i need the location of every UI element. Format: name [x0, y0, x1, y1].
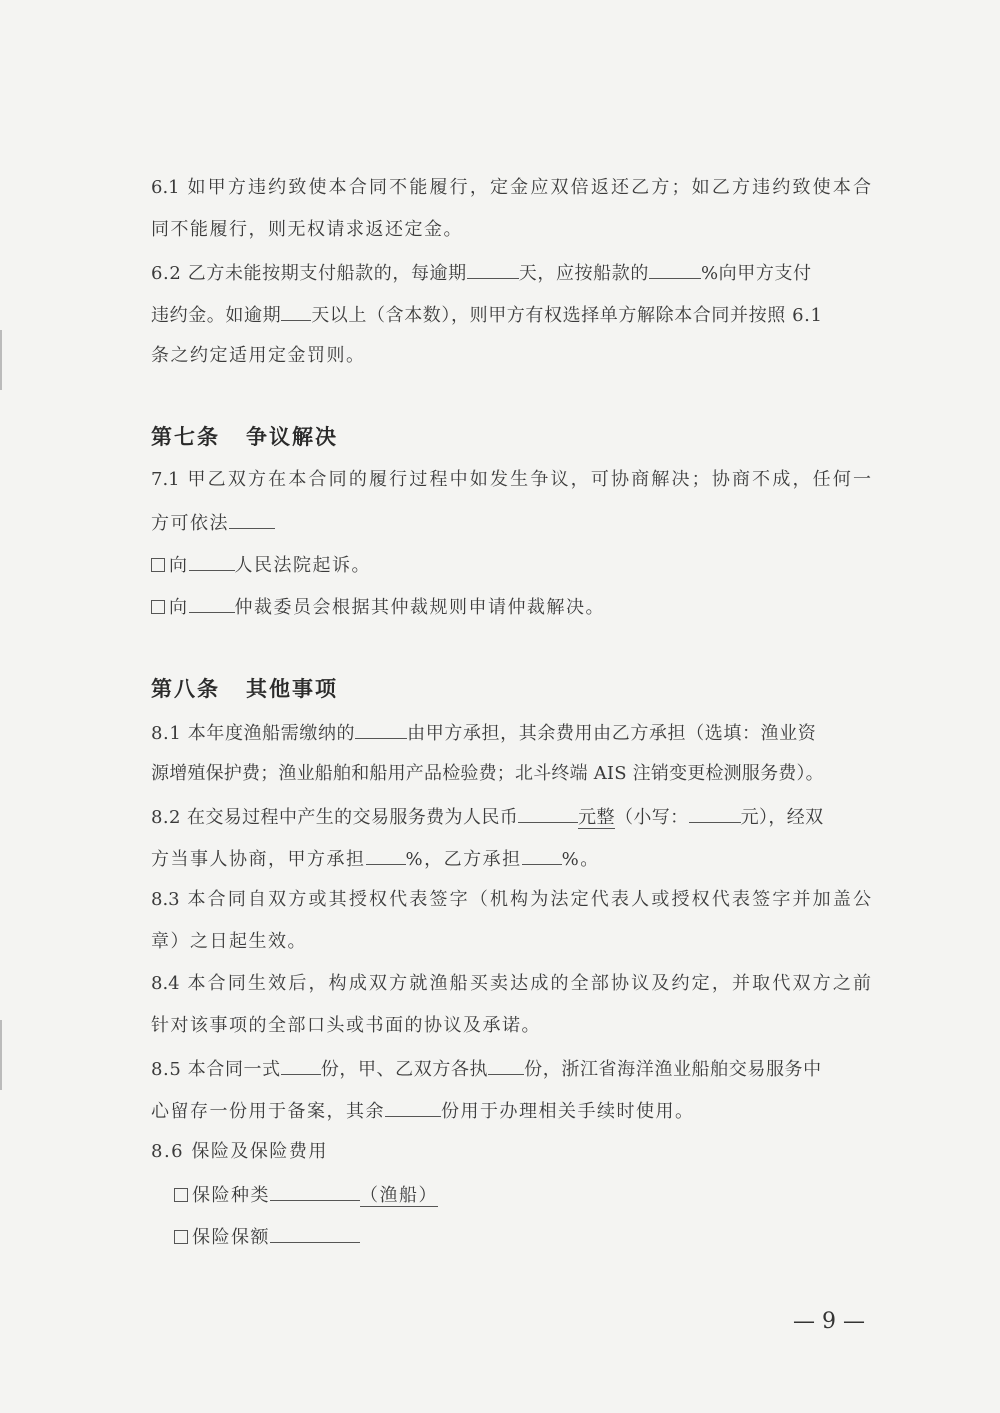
article-7-title: 争议解决 — [246, 424, 338, 449]
clause-7-1-line-1: 7.1 甲乙双方在本合同的履行过程中如发生争议，可协商解决；协商不成，任何一 — [151, 469, 871, 490]
clause-8-1-line-1 — [151, 720, 871, 746]
clause-6-1-line-2: 同不能履行，则无权请求返还定金。 — [151, 219, 463, 240]
clause-8-3-line-2: 章）之日起生效。 — [151, 931, 307, 952]
clause-6-2-line-2 — [151, 302, 871, 328]
party-b-share-blank[interactable] — [522, 846, 562, 865]
clause-8-5-text-c: 份，浙江省海洋渔业船舶交易服务中 — [524, 1059, 822, 1080]
copies-each-blank[interactable] — [488, 1056, 524, 1075]
scan-edge-mark — [0, 1020, 2, 1090]
clause-7-1-text: 方可依法 — [151, 513, 229, 534]
article-7-number: 第七条 — [151, 424, 220, 449]
court-name-blank[interactable] — [189, 552, 235, 571]
clause-6-2-text-a: 6.2 乙方未能按期支付船款的，每逾期 — [151, 263, 467, 284]
clause-6-2-line-1 — [151, 260, 871, 286]
insurance-amount-checkbox[interactable] — [174, 1230, 188, 1244]
service-fee-capital-blank[interactable] — [518, 804, 578, 823]
clause-8-5-text-b: 份，甲、乙双方各执 — [320, 1059, 489, 1080]
clause-6-2-text-b: 天，应按船款的 — [518, 263, 649, 284]
clause-8-3-line-1: 8.3 本合同自双方或其授权代表签字（机构为法定代表人或授权代表签字并加盖公 — [151, 889, 871, 910]
article-8-number: 第八条 — [151, 676, 220, 701]
clause-8-1-text-a: 8.1 本年度渔船需缴纳的 — [151, 723, 356, 744]
clause-6-2-text-d: 违约金。如逾期 — [151, 305, 282, 326]
clause-8-4-line-1: 8.4 本合同生效后，构成双方就渔船买卖达成的全部协议及约定，并取代双方之前 — [151, 973, 871, 994]
article-8-heading — [151, 676, 338, 702]
overdue-days-blank[interactable] — [467, 260, 519, 279]
party-a-share-blank[interactable] — [366, 846, 406, 865]
clause-8-1-line-2: 源增殖保护费；渔业船舶和船用产品检验费；北斗终端 AIS 注销变更检测服务费）。 — [151, 763, 824, 784]
scan-edge-mark — [0, 330, 2, 390]
clause-8-5-line-1 — [151, 1056, 871, 1082]
penalty-percent-blank[interactable] — [649, 260, 701, 279]
clause-8-2-line-2 — [151, 846, 871, 872]
overdue-limit-days-blank[interactable] — [281, 302, 311, 321]
insurance-type-label: 保险种类 — [192, 1185, 270, 1206]
arbitration-checkbox[interactable] — [151, 600, 165, 614]
clause-8-4-line-2: 针对该事项的全部口头或书面的协议及承诺。 — [151, 1015, 541, 1036]
clause-8-6-title: 8.6 保险及保险费用 — [151, 1141, 328, 1162]
insurance-type-checkbox[interactable] — [174, 1188, 188, 1202]
clause-8-1-text-b: 由甲方承担，其余费用由乙方承担（选填：渔业资 — [407, 723, 817, 744]
copies-other-blank[interactable] — [385, 1098, 441, 1117]
clause-8-5-line-2 — [151, 1098, 871, 1124]
clause-8-2-text-f: %。 — [561, 849, 600, 870]
clause-8-5-text-a: 8.5 本合同一式 — [151, 1059, 281, 1080]
dispute-option-arbitration — [151, 594, 871, 620]
clause-6-2-text-c: %向甲方支付 — [700, 263, 812, 284]
clause-7-1-line-2 — [151, 510, 871, 536]
court-option-prefix: 向 — [169, 555, 189, 576]
arbitration-option-text: 仲裁委员会根据其仲裁规则申请仲裁解决。 — [234, 597, 605, 618]
dispute-method-blank[interactable] — [229, 510, 275, 529]
clause-6-1-line-1: 6.1 如甲方违约致使本合同不能履行，定金应双倍返还乙方；如乙方违约致使本合 — [151, 177, 871, 198]
clause-8-2-text-d: 方当事人协商，甲方承担 — [151, 849, 366, 870]
yuan-zheng-label: 元整 — [578, 807, 615, 828]
insurance-amount-row — [174, 1224, 894, 1250]
court-checkbox[interactable] — [151, 558, 165, 572]
clause-8-2-text-e: %，乙方承担 — [405, 849, 522, 870]
court-option-text: 人民法院起诉。 — [234, 555, 371, 576]
page-number: — 9 — — [793, 1309, 865, 1334]
insurance-type-row — [174, 1182, 894, 1208]
insurance-amount-label: 保险保额 — [192, 1227, 270, 1248]
arbitration-option-prefix: 向 — [169, 597, 189, 618]
clause-8-2-text-a: 8.2 在交易过程中产生的交易服务费为人民币 — [151, 807, 519, 828]
clause-6-2-line-3: 条之约定适用定金罚则。 — [151, 345, 366, 366]
clause-8-2-line-1 — [151, 804, 871, 830]
article-8-title: 其他事项 — [246, 676, 338, 701]
service-fee-numeric-blank[interactable] — [689, 804, 741, 823]
copies-total-blank[interactable] — [281, 1056, 321, 1075]
clause-8-2-text-b: （小写： — [614, 807, 689, 828]
clause-6-2-text-e: 天以上（含本数），则甲方有权选择单方解除本合同并按照 6.1 — [311, 305, 823, 326]
insurance-amount-blank[interactable] — [270, 1224, 360, 1243]
dispute-option-court — [151, 552, 871, 578]
clause-8-2-text-c: 元），经双 — [740, 807, 824, 828]
insurance-type-note: （渔船） — [360, 1185, 438, 1206]
fee-item-blank[interactable] — [355, 720, 407, 739]
article-7-heading — [151, 424, 338, 450]
clause-8-5-text-d: 心留存一份用于备案，其余 — [151, 1101, 385, 1122]
clause-8-5-text-e: 份用于办理相关手续时使用。 — [441, 1101, 695, 1122]
insurance-type-blank[interactable] — [270, 1182, 360, 1201]
arbitration-name-blank[interactable] — [189, 594, 235, 613]
